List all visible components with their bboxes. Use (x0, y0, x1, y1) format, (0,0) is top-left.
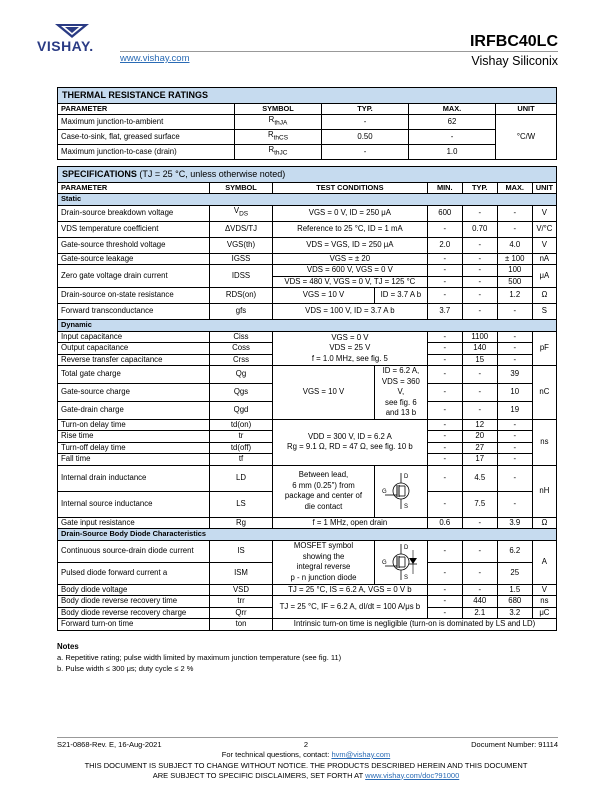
cell-typ: - (462, 237, 497, 253)
tech-prefix: For technical questions, contact: (221, 750, 332, 759)
cell-unit: μA (532, 265, 556, 288)
cell-param: Gate-source threshold voltage (58, 237, 210, 253)
note-a: a. Repetitive rating; pulse width limited by maximum junction temperature (see fig. 11) (57, 653, 342, 662)
cell-symbol: IDSS (210, 265, 273, 288)
cell-symbol: td(on) (210, 419, 273, 431)
i-cond-4: p - n junction diode (290, 572, 357, 582)
logo-text: VISHAY. (37, 38, 94, 54)
cell-max: 4.0 (497, 237, 532, 253)
cell-symbol: Qgd (210, 401, 273, 419)
cell-cond: VGS = 0 V, ID = 250 μA (273, 205, 428, 221)
cell-symbol: ton (210, 619, 273, 631)
cell-typ: 17 (462, 454, 497, 466)
cell-cond: VDS = 600 V, VGS = 0 V (273, 265, 428, 277)
document-number: Document Number: 91114 (471, 740, 558, 749)
cell-param: Maximum junction-to-ambient (58, 115, 235, 130)
cell-cond: Reference to 25 °C, ID = 1 mA (273, 221, 428, 237)
cell-symbol: $R_{thCS}$ (235, 130, 322, 145)
table-row (58, 288, 557, 304)
cell-symbol: IGSS (210, 253, 273, 265)
vendor-name: Vishay Siliconix (471, 54, 558, 68)
table-row (58, 221, 557, 237)
cell-max: 3.2 (497, 607, 532, 619)
cell-param: Input capacitance (58, 331, 210, 343)
cell-typ: 140 (462, 343, 497, 355)
cell-cond: VDS = 100 V, ID = 3.7 A b (273, 304, 428, 320)
cell-param: Turn-off delay time (58, 442, 210, 454)
cap-cond-1: VGS = 0 V (331, 332, 369, 342)
col-typ: TYP. (322, 103, 409, 115)
cell-param: Continuous source-drain diode current (58, 540, 210, 562)
cell-cond: VGS = ± 20 (273, 253, 428, 265)
cell-unit: S (532, 304, 556, 320)
cell-min: - (427, 288, 462, 304)
cell-symbol: Coss (210, 343, 273, 355)
cell-max: 1.0 (409, 145, 496, 160)
disclaimer-line-1: THIS DOCUMENT IS SUBJECT TO CHANGE WITHOUT NOTICE. THE PRODUCTS DESCRIBED HEREIN AND THIS DOCUMENT (84, 761, 528, 770)
notes-title: Notes (57, 642, 79, 651)
disclaimer-link[interactable]: www.vishay.com/doc?91000 (365, 770, 460, 780)
cell-min: - (427, 442, 462, 454)
cell-symbol: VSD (210, 584, 273, 596)
disclaimer-prefix: ARE SUBJECT TO SPECIFIC DISCLAIMERS, SET FORTH AT (152, 770, 366, 780)
vishay-logo (37, 24, 117, 66)
cell-unit: ns (532, 419, 556, 465)
cell-param: Rise time (58, 431, 210, 443)
thermal-title: THERMAL RESISTANCE RATINGS (58, 88, 557, 104)
cell-typ: 2.1 (462, 607, 497, 619)
col-typ: TYP. (462, 182, 497, 194)
cell-symbol: ISM (210, 562, 273, 584)
mos-label-d: D (403, 545, 409, 551)
table-row (58, 584, 557, 596)
cell-max: - (497, 442, 532, 454)
cell-cond: ID = 3.7 A b (375, 288, 428, 304)
disclaimer-line-2 (0, 771, 612, 781)
cell-typ: 1100 (462, 331, 497, 343)
cell-param: Gate input resistance (58, 517, 210, 529)
cell-typ: 27 (462, 442, 497, 454)
part-number: IRFBC40LC (469, 33, 558, 50)
cell-min: - (427, 562, 462, 584)
cell-symbol: Crss (210, 354, 273, 366)
cell-typ: - (462, 517, 497, 529)
col-test-conditions: TEST CONDITIONS (273, 182, 428, 194)
cell-param: Forward turn-on time (58, 619, 210, 631)
cell-max: 62 (409, 115, 496, 130)
table-row (58, 304, 557, 320)
table-row (58, 596, 557, 608)
cell-cond: VGS = 10 V (273, 366, 375, 420)
cell-max: - (497, 454, 532, 466)
table-row (58, 465, 557, 491)
cell-unit: μC (532, 607, 556, 619)
table-row (58, 205, 557, 221)
cell-max: - (497, 431, 532, 443)
spec-title (58, 167, 557, 183)
cell-param: Drain-source breakdown voltage (58, 205, 210, 221)
section-dynamic: Dynamic (58, 320, 557, 332)
cell-unit: nC (532, 366, 556, 420)
vishay-url-link[interactable]: www.vishay.com (120, 53, 190, 64)
cell-max: - (497, 354, 532, 366)
col-max: MAX. (497, 182, 532, 194)
cell-typ: - (462, 584, 497, 596)
cell-max: ± 100 (497, 253, 532, 265)
table-row (58, 115, 557, 130)
mos-label-d: D (403, 474, 409, 480)
col-symbol: SYMBOL (235, 103, 322, 115)
page-number: 2 (303, 740, 309, 749)
cell-min: - (427, 366, 462, 384)
specifications-table (57, 166, 557, 631)
cell-typ: 15 (462, 354, 497, 366)
t-cond-1: VDD = 300 V, ID = 6.2 A (307, 431, 392, 441)
cell-min: - (427, 419, 462, 431)
cell-cond (375, 366, 428, 420)
cell-max: 680 (497, 596, 532, 608)
cell-typ: - (462, 383, 497, 401)
spec-title-text: SPECIFICATIONS (62, 169, 137, 179)
cell-unit: V/°C (532, 221, 556, 237)
cell-symbol: tf (210, 454, 273, 466)
tech-contact (0, 750, 612, 759)
disclaimer (0, 761, 612, 780)
cell-param: Total gate charge (58, 366, 210, 384)
cell-unit: V (532, 237, 556, 253)
mos-label-s: S (403, 575, 408, 581)
i-cond-1: MOSFET symbol (293, 541, 354, 550)
cell-param: Internal drain inductance (58, 465, 210, 491)
cell-max: 25 (497, 562, 532, 584)
cell-cond (273, 465, 375, 517)
section-static: Static (58, 194, 557, 206)
cell-typ: 20 (462, 431, 497, 443)
cell-typ: - (462, 540, 497, 562)
cell-min: - (427, 221, 462, 237)
cell-min: 2.0 (427, 237, 462, 253)
cell-symbol: trr (210, 596, 273, 608)
cell-unit: nA (532, 253, 556, 265)
cell-min: - (427, 331, 462, 343)
cell-min: - (427, 491, 462, 517)
table-row (58, 265, 557, 277)
cell-unit: pF (532, 331, 556, 366)
cell-unit: °C/W (496, 115, 557, 160)
cell-cond (273, 419, 428, 465)
table-row (58, 366, 557, 384)
i-cond-2: showing the (302, 551, 345, 561)
cell-symbol: VGS(th) (210, 237, 273, 253)
cell-symbol: $R_{thJA}$ (235, 115, 322, 130)
cell-max: 6.2 (497, 540, 532, 562)
cell-min: - (427, 401, 462, 419)
cell-typ: - (462, 304, 497, 320)
table-row (58, 331, 557, 343)
col-max: MAX. (409, 103, 496, 115)
cell-max: - (497, 304, 532, 320)
cell-typ: - (462, 253, 497, 265)
cell-max: 3.9 (497, 517, 532, 529)
cell-max: - (497, 221, 532, 237)
cap-cond-3: f = 1.0 MHz, see fig. 5 (311, 353, 388, 363)
mos-label-g: G (381, 489, 387, 495)
cell-min: - (427, 540, 462, 562)
cell-max: - (497, 343, 532, 355)
mosfet-diode-symbol-cell (375, 540, 428, 584)
cell-min: - (427, 584, 462, 596)
cell-min: - (427, 454, 462, 466)
cell-cond: Intrinsic turn-on time is negligible (turn-on is dominated by LS and LD) (273, 619, 557, 631)
cell-typ: 12 (462, 419, 497, 431)
cell-min: - (427, 431, 462, 443)
cell-param: Body diode reverse recovery time (58, 596, 210, 608)
col-symbol: SYMBOL (210, 182, 273, 194)
spec-title-cond: (TJ = 25 °C, unless otherwise noted) (139, 169, 286, 179)
cell-typ: - (462, 366, 497, 384)
cell-param: Maximum junction-to-case (drain) (58, 145, 235, 160)
cell-min: - (427, 607, 462, 619)
cell-max: 19 (497, 401, 532, 419)
cell-cond: VDS = VGS, ID = 250 μA (273, 237, 428, 253)
cell-unit: A (532, 540, 556, 584)
cell-symbol: Rg (210, 517, 273, 529)
col-min: MIN. (427, 182, 462, 194)
t-cond-2: Rg = 9.1 Ω, RD = 47 Ω, see fig. 10 b (287, 442, 413, 451)
cell-cond: VGS = 10 V (273, 288, 375, 304)
cell-param: VDS temperature coefficient (58, 221, 210, 237)
l-cond-4: die contact (304, 501, 343, 511)
cell-max: - (497, 205, 532, 221)
mosfet-symbol-icon (381, 471, 421, 511)
cell-param: Zero gate voltage drain current (58, 265, 210, 288)
cell-min: - (427, 253, 462, 265)
cell-min: - (427, 465, 462, 491)
cell-max: 10 (497, 383, 532, 401)
cell-min: - (427, 276, 462, 288)
table-row (58, 540, 557, 562)
mosfet-symbol-cell (375, 465, 428, 517)
cell-param: Gate-source charge (58, 383, 210, 401)
footer-rule (57, 737, 558, 738)
cell-unit: Ω (532, 288, 556, 304)
cell-typ: 0.70 (462, 221, 497, 237)
thermal-resistance-table (57, 87, 557, 160)
mos-label-s: S (403, 504, 408, 510)
cell-min: 0.6 (427, 517, 462, 529)
col-parameter: PARAMETER (58, 103, 235, 115)
cell-typ: 440 (462, 596, 497, 608)
cell-param: Body diode reverse recovery charge (58, 607, 210, 619)
l-cond-3: package and center of (284, 491, 363, 500)
cell-min: - (427, 265, 462, 277)
table-row (58, 130, 557, 145)
cap-cond-2: VDS = 25 V (329, 343, 371, 352)
cell-symbol: LD (210, 465, 273, 491)
cell-param: Case-to-sink, flat, greased surface (58, 130, 235, 145)
cell-typ: 4.5 (462, 465, 497, 491)
cell-cond: f = 1 MHz, open drain (273, 517, 428, 529)
cell-typ: - (462, 276, 497, 288)
cell-param: Turn-on delay time (58, 419, 210, 431)
col-unit: UNIT (532, 182, 556, 194)
cell-param: Body diode voltage (58, 584, 210, 596)
cell-max: - (497, 419, 532, 431)
cell-param: Forward transconductance (58, 304, 210, 320)
cell-symbol: IS (210, 540, 273, 562)
cell-param: Pulsed diode forward current a (58, 562, 210, 584)
q-cond-2: see fig. 6 and 13 b (385, 397, 417, 417)
cell-param: Internal source inductance (58, 491, 210, 517)
cell-param: Output capacitance (58, 343, 210, 355)
cell-cond (273, 331, 428, 366)
cell-max: - (497, 331, 532, 343)
cell-min: - (427, 383, 462, 401)
cell-symbol: RDS(on) (210, 288, 273, 304)
cell-param: Fall time (58, 454, 210, 466)
i-cond-3: integral reverse (296, 562, 351, 571)
cell-max: - (497, 465, 532, 491)
table-row (58, 517, 557, 529)
col-parameter: PARAMETER (58, 182, 210, 194)
section-diode: Drain-Source Body Diode Characteristics (58, 529, 557, 541)
cell-typ: - (322, 115, 409, 130)
cell-min: - (427, 343, 462, 355)
tech-email-link[interactable]: hvm@vishay.com (331, 750, 391, 759)
table-row (58, 419, 557, 431)
cell-max: 1.5 (497, 584, 532, 596)
cell-param: Gate-source leakage (58, 253, 210, 265)
cell-unit: V (532, 205, 556, 221)
cell-typ: - (462, 401, 497, 419)
cell-param: Gate-drain charge (58, 401, 210, 419)
q-cond-1: ID = 6.2 A, VDS = 360 V, (381, 366, 420, 396)
cell-max: - (409, 130, 496, 145)
note-b: b. Pulse width ≤ 300 μs; duty cycle ≤ 2 % (57, 664, 194, 673)
cell-max: 1.2 (497, 288, 532, 304)
cell-param: Reverse transfer capacitance (58, 354, 210, 366)
table-row (58, 619, 557, 631)
table-row (58, 237, 557, 253)
l-cond-2: 6 mm (0.25") from (292, 480, 355, 490)
cell-symbol: LS (210, 491, 273, 517)
cell-min: - (427, 596, 462, 608)
mosfet-diode-symbol-icon (381, 542, 421, 582)
cell-symbol: tr (210, 431, 273, 443)
cell-typ: 0.50 (322, 130, 409, 145)
table-row (58, 145, 557, 160)
cell-typ: 7.5 (462, 491, 497, 517)
cell-max: - (497, 491, 532, 517)
notes (57, 641, 341, 674)
cell-max: 500 (497, 276, 532, 288)
header-rule (120, 51, 558, 52)
cell-unit: V (532, 584, 556, 596)
cell-symbol: $V_{DS}$ (210, 205, 273, 221)
doc-revision: S21-0868-Rev. E, 16-Aug-2021 (57, 740, 162, 749)
cell-symbol: Qg (210, 366, 273, 384)
cell-min: - (427, 354, 462, 366)
cell-typ: - (462, 288, 497, 304)
cell-unit: ns (532, 596, 556, 608)
cell-symbol: Qrr (210, 607, 273, 619)
cell-cond: TJ = 25 °C, IF = 6.2 A, dI/dt = 100 A/μs b (273, 596, 428, 619)
col-unit: UNIT (496, 103, 557, 115)
cell-unit: nH (532, 465, 556, 517)
cell-min: 3.7 (427, 304, 462, 320)
cell-symbol: $R_{thJC}$ (235, 145, 322, 160)
cell-max: 39 (497, 366, 532, 384)
cell-typ: - (322, 145, 409, 160)
mos-label-g: G (381, 560, 387, 566)
cell-symbol: Ciss (210, 331, 273, 343)
cell-typ: - (462, 562, 497, 584)
cell-symbol: gfs (210, 304, 273, 320)
cell-cond (273, 540, 375, 584)
cell-symbol: td(off) (210, 442, 273, 454)
cell-max: 100 (497, 265, 532, 277)
cell-min: 600 (427, 205, 462, 221)
cell-param: Drain-source on-state resistance (58, 288, 210, 304)
cell-symbol: ΔVDS/TJ (210, 221, 273, 237)
cell-cond: VDS = 480 V, VGS = 0 V, TJ = 125 °C (273, 276, 428, 288)
cell-typ: - (462, 205, 497, 221)
cell-symbol: Qgs (210, 383, 273, 401)
cell-typ: - (462, 265, 497, 277)
cell-unit: Ω (532, 517, 556, 529)
table-row (58, 253, 557, 265)
cell-cond: TJ = 25 °C, IS = 6.2 A, VGS = 0 V b (273, 584, 428, 596)
l-cond-1: Between lead, (298, 470, 349, 479)
